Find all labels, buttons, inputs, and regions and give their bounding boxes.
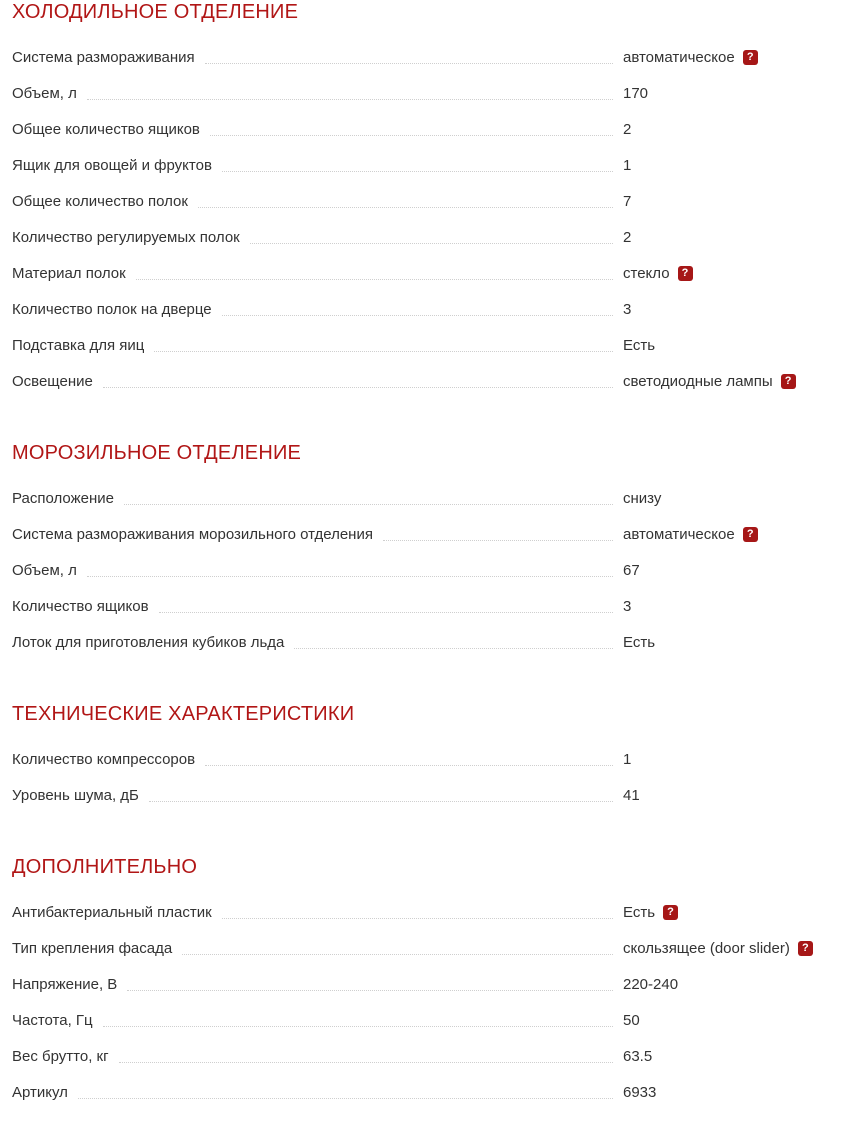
spec-label: Частота, Гц xyxy=(12,1011,93,1029)
dotted-leader xyxy=(383,527,613,541)
spec-label: Напряжение, В xyxy=(12,975,118,993)
spec-value-cell xyxy=(623,337,835,354)
spec-value-cell xyxy=(623,121,835,138)
dotted-leader xyxy=(222,158,613,172)
help-question-icon[interactable]: ? xyxy=(781,374,796,389)
spec-value: стекло xyxy=(623,264,670,282)
spec-row xyxy=(12,219,835,255)
dotted-leader xyxy=(127,977,613,991)
dotted-leader xyxy=(159,599,613,613)
specifications-panel xyxy=(12,0,835,1110)
spec-value: автоматическое xyxy=(623,525,735,543)
spec-row xyxy=(12,588,835,624)
spec-value-cell xyxy=(623,787,835,804)
spec-value: 41 xyxy=(623,786,640,804)
spec-label: Подставка для яиц xyxy=(12,336,145,354)
dotted-leader xyxy=(87,86,613,100)
spec-label: Уровень шума, дБ xyxy=(12,786,139,804)
spec-label: Количество полок на дверце xyxy=(12,300,212,318)
spec-value-cell xyxy=(623,265,835,282)
spec-value-cell xyxy=(623,904,835,921)
spec-value: снизу xyxy=(623,489,662,507)
spec-row xyxy=(12,624,835,660)
spec-row xyxy=(12,480,835,516)
dotted-leader xyxy=(222,905,613,919)
spec-label: Вес брутто, кг xyxy=(12,1047,109,1065)
spec-label: Объем, л xyxy=(12,561,77,579)
spec-label: Система размораживания морозильного отделения xyxy=(12,525,373,543)
spec-value-cell xyxy=(623,562,835,579)
spec-row xyxy=(12,516,835,552)
dotted-leader xyxy=(136,266,613,280)
spec-row xyxy=(12,75,835,111)
dotted-leader xyxy=(182,941,613,955)
spec-value-cell xyxy=(623,229,835,246)
spec-label: Антибактериальный пластик xyxy=(12,903,212,921)
section-title: ХОЛОДИЛЬНОЕ ОТДЕЛЕНИЕ xyxy=(12,1,299,23)
spec-value-cell xyxy=(623,598,835,615)
spec-row xyxy=(12,741,835,777)
spec-row xyxy=(12,327,835,363)
spec-value: 1 xyxy=(623,156,632,174)
dotted-leader xyxy=(149,788,613,802)
section-title: ДОПОЛНИТЕЛЬНО xyxy=(12,856,198,878)
spec-label: Материал полок xyxy=(12,264,126,282)
spec-label: Количество компрессоров xyxy=(12,750,196,768)
spec-value: Есть xyxy=(623,633,656,651)
spec-value: 220-240 xyxy=(623,975,679,993)
dotted-leader xyxy=(124,491,613,505)
dotted-leader xyxy=(119,1049,613,1063)
dotted-leader xyxy=(205,752,613,766)
spec-label: Тип крепления фасада xyxy=(12,939,173,957)
help-question-icon[interactable]: ? xyxy=(743,50,758,65)
help-question-icon[interactable]: ? xyxy=(663,905,678,920)
spec-row xyxy=(12,363,835,399)
spec-value: Есть xyxy=(623,903,656,921)
spec-rows xyxy=(12,894,835,1110)
help-question-icon[interactable]: ? xyxy=(743,527,758,542)
spec-section xyxy=(12,702,835,813)
spec-section xyxy=(12,0,835,399)
spec-section xyxy=(12,855,835,1110)
spec-row xyxy=(12,147,835,183)
spec-value: автоматическое xyxy=(623,48,735,66)
dotted-leader xyxy=(103,1013,613,1027)
spec-value: 67 xyxy=(623,561,640,579)
spec-value: Есть xyxy=(623,336,656,354)
spec-row xyxy=(12,1074,835,1110)
spec-value-cell xyxy=(623,157,835,174)
spec-value-cell xyxy=(623,85,835,102)
spec-value-cell xyxy=(623,1048,835,1065)
spec-label: Общее количество ящиков xyxy=(12,120,200,138)
spec-value-cell xyxy=(623,634,835,651)
spec-row xyxy=(12,777,835,813)
spec-value-cell xyxy=(623,751,835,768)
spec-row xyxy=(12,255,835,291)
spec-label: Система размораживания xyxy=(12,48,195,66)
spec-value-cell xyxy=(623,526,835,543)
dotted-leader xyxy=(87,563,613,577)
section-title: МОРОЗИЛЬНОЕ ОТДЕЛЕНИЕ xyxy=(12,442,302,464)
spec-label: Объем, л xyxy=(12,84,77,102)
dotted-leader xyxy=(210,122,613,136)
dotted-leader xyxy=(205,50,613,64)
dotted-leader xyxy=(103,374,613,388)
spec-value-cell xyxy=(623,193,835,210)
spec-value-cell xyxy=(623,976,835,993)
spec-row xyxy=(12,930,835,966)
spec-row xyxy=(12,111,835,147)
spec-value: 1 xyxy=(623,750,632,768)
spec-section xyxy=(12,441,835,660)
spec-value: 50 xyxy=(623,1011,640,1029)
spec-value: скользящее (door slider) xyxy=(623,939,790,957)
spec-label: Расположение xyxy=(12,489,114,507)
help-question-icon[interactable]: ? xyxy=(798,941,813,956)
spec-value: 3 xyxy=(623,597,632,615)
spec-value: светодиодные лампы xyxy=(623,372,773,390)
spec-value: 2 xyxy=(623,228,632,246)
spec-label: Артикул xyxy=(12,1083,68,1101)
spec-value: 170 xyxy=(623,84,649,102)
spec-value: 6933 xyxy=(623,1083,657,1101)
section-title: ТЕХНИЧЕСКИЕ ХАРАКТЕРИСТИКИ xyxy=(12,703,355,725)
dotted-leader xyxy=(198,194,613,208)
dotted-leader xyxy=(154,338,613,352)
spec-row xyxy=(12,291,835,327)
spec-row xyxy=(12,894,835,930)
spec-value: 3 xyxy=(623,300,632,318)
spec-value: 7 xyxy=(623,192,632,210)
spec-value-cell xyxy=(623,1012,835,1029)
spec-rows xyxy=(12,39,835,399)
spec-value-cell xyxy=(623,301,835,318)
spec-value-cell xyxy=(623,373,835,390)
spec-row xyxy=(12,1038,835,1074)
spec-row xyxy=(12,552,835,588)
spec-value-cell xyxy=(623,940,835,957)
spec-rows xyxy=(12,480,835,660)
spec-label: Количество ящиков xyxy=(12,597,149,615)
spec-value-cell xyxy=(623,49,835,66)
spec-value-cell xyxy=(623,1084,835,1101)
dotted-leader xyxy=(78,1085,613,1099)
spec-row xyxy=(12,183,835,219)
spec-row xyxy=(12,1002,835,1038)
spec-value: 63.5 xyxy=(623,1047,653,1065)
spec-value-cell xyxy=(623,490,835,507)
dotted-leader xyxy=(250,230,613,244)
spec-rows xyxy=(12,741,835,813)
dotted-leader xyxy=(294,635,613,649)
spec-row xyxy=(12,966,835,1002)
help-question-icon[interactable]: ? xyxy=(678,266,693,281)
spec-row xyxy=(12,39,835,75)
spec-label: Лоток для приготовления кубиков льда xyxy=(12,633,285,651)
dotted-leader xyxy=(222,302,613,316)
spec-value: 2 xyxy=(623,120,632,138)
spec-label: Количество регулируемых полок xyxy=(12,228,240,246)
spec-label: Ящик для овощей и фруктов xyxy=(12,156,212,174)
spec-label: Освещение xyxy=(12,372,93,390)
spec-label: Общее количество полок xyxy=(12,192,188,210)
